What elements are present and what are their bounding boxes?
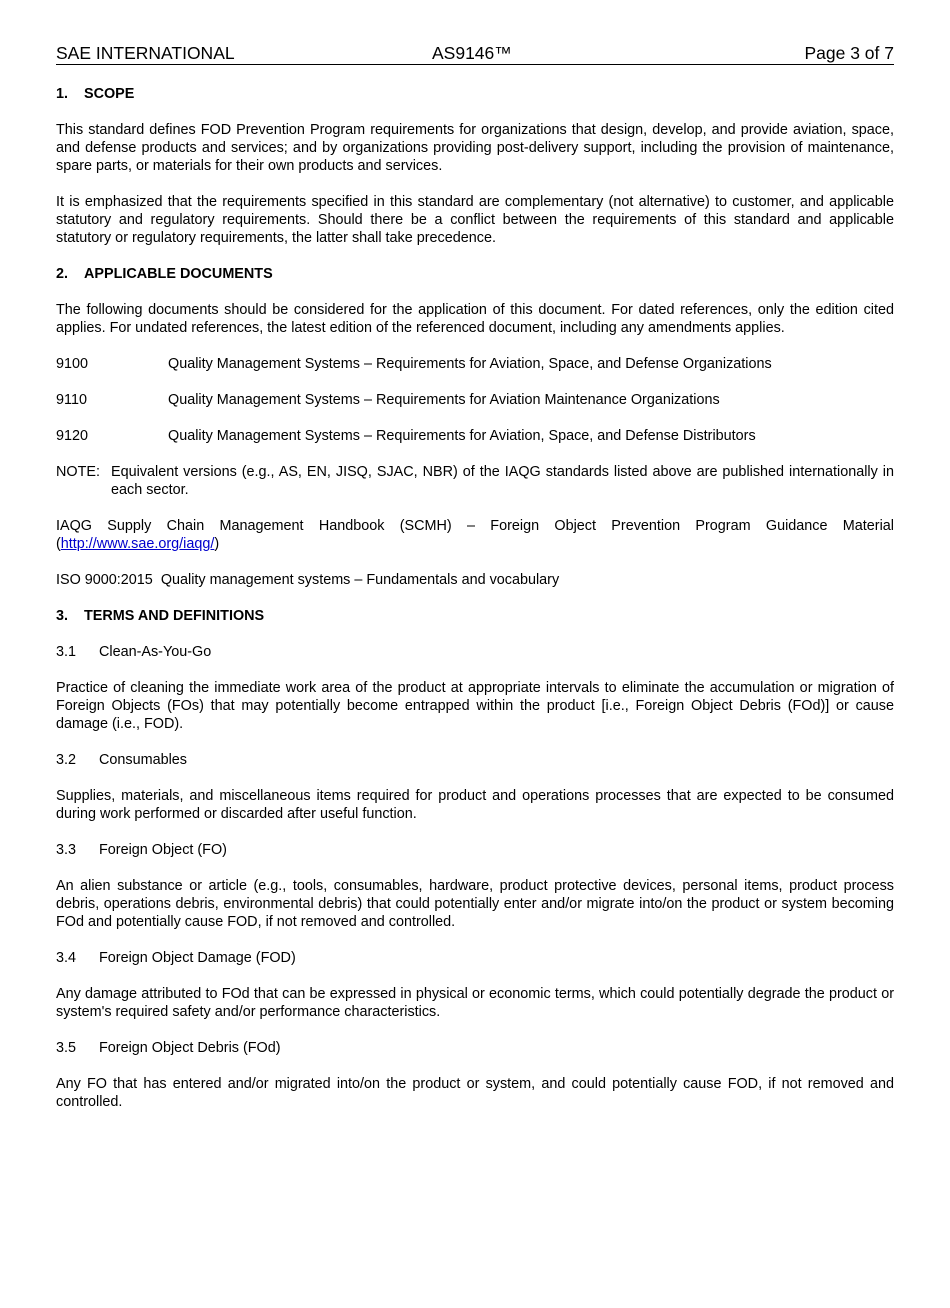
page-header <box>56 42 894 65</box>
link-close-paren: ) <box>214 536 220 552</box>
term-name: Clean-As-You-Go <box>99 644 212 660</box>
term-definition: Practice of cleaning the immediate work area of the product at appropriate intervals to eliminate the accumulation or migration of Foreign Objects (FOs) that may potentially become entrapped within the product [i.e., Foreign Object Debris (FOd)] or cause damage (i.e., FOD). <box>56 680 894 732</box>
iaqg-link[interactable]: http://www.sae.org/iaqg/ <box>60 536 215 552</box>
header-org: SAE INTERNATIONAL <box>56 43 235 63</box>
reference-title: Quality Management Systems – Requirements for Aviation, Space, and Defense Organizations <box>168 356 772 372</box>
reference-code: 9100 <box>56 356 89 372</box>
document-body <box>56 65 894 1111</box>
section-title: TERMS AND DEFINITIONS <box>84 608 265 624</box>
scope-paragraph-2: It is emphasized that the requirements specified in this standard are complementary (not alternative) to customer, and applicable statutory and regulatory requirements. Should there be a conflict between the requirements of this standard and applicable statutory or regulatory requirements, the latter shall take precedence. <box>56 194 894 246</box>
reference-item <box>56 391 894 409</box>
reference-title: Quality Management Systems – Requirements for Aviation Maintenance Organizations <box>168 392 720 408</box>
term-heading <box>56 949 894 967</box>
section-2-heading <box>56 265 894 283</box>
section-number: 3. <box>56 608 69 624</box>
section-title: SCOPE <box>84 86 135 102</box>
term-number: 3.5 <box>56 1040 77 1056</box>
term-name: Foreign Object Damage (FOD) <box>99 950 296 966</box>
reference-title: Quality Management Systems – Requirements for Aviation, Space, and Defense Distributors <box>168 428 756 444</box>
reference-item <box>56 355 894 373</box>
note-label: NOTE: <box>56 464 100 480</box>
term-definition: An alien substance or article (e.g., tools, consumables, hardware, product protective devices, personal items, product process debris, operations debris, environmental debris) that could potentially enter and/or migrate into/on the product or system becoming FOd and potentially cause FOD, if not removed and controlled. <box>56 878 894 930</box>
term-definition: Any damage attributed to FOd that can be expressed in physical or economic terms, which could potentially degrade the product or system's required safety and/or performance characteristics. <box>56 986 894 1020</box>
section-3-heading <box>56 607 894 625</box>
reference-item <box>56 427 894 445</box>
applicable-docs-intro: The following documents should be considered for the application of this document. For dated references, only the edition cited applies. For undated references, the latest edition of the referenced document, including any amendments applies. <box>56 302 894 336</box>
term-heading <box>56 1039 894 1057</box>
note-text: Equivalent versions (e.g., AS, EN, JISQ, SJAC, NBR) of the IAQG standards listed above are published internationally in each sector. <box>111 464 894 498</box>
term-heading <box>56 643 894 661</box>
term-definition: Any FO that has entered and/or migrated into/on the product or system, and could potentially cause FOD, if not removed and controlled. <box>56 1076 894 1110</box>
term-name: Foreign Object Debris (FOd) <box>99 1040 281 1056</box>
term-number: 3.4 <box>56 950 77 966</box>
iaqg-reference-text: IAQG Supply Chain Management Handbook (SCMH) – Foreign Object Prevention Program Guidance Material <box>56 518 894 534</box>
scope-paragraph-1: This standard defines FOD Prevention Program requirements for organizations that design, develop, and provide aviation, space, and defense products and services; and by organizations providing post-delivery support, including the provision of maintenance, spare parts, or materials for their own products and services. <box>56 122 894 174</box>
iso-code: ISO 9000:2015 <box>56 572 153 588</box>
term-name: Consumables <box>99 752 187 768</box>
term-number: 3.1 <box>56 644 77 660</box>
document-page <box>56 42 894 1111</box>
term-definition: Supplies, materials, and miscellaneous items required for product and operations processes that are expected to be consumed during work performed or discarded after useful function. <box>56 788 894 822</box>
reference-code: 9120 <box>56 428 89 444</box>
term-name: Foreign Object (FO) <box>99 842 227 858</box>
term-heading <box>56 841 894 859</box>
header-doc-id: AS9146™ <box>432 43 512 63</box>
section-title: APPLICABLE DOCUMENTS <box>84 266 273 282</box>
section-1-heading <box>56 85 894 103</box>
link-open-paren: ( <box>56 536 61 552</box>
term-number: 3.3 <box>56 842 77 858</box>
iaqg-reference <box>56 517 894 553</box>
header-page-number: Page 3 of 7 <box>804 43 894 63</box>
reference-code: 9110 <box>56 392 87 408</box>
note-block <box>56 463 894 499</box>
iso-reference <box>56 571 894 589</box>
section-number: 1. <box>56 86 69 102</box>
term-number: 3.2 <box>56 752 77 768</box>
iso-title: Quality management systems – Fundamentals and vocabulary <box>160 572 560 588</box>
section-number: 2. <box>56 266 69 282</box>
term-heading <box>56 751 894 769</box>
